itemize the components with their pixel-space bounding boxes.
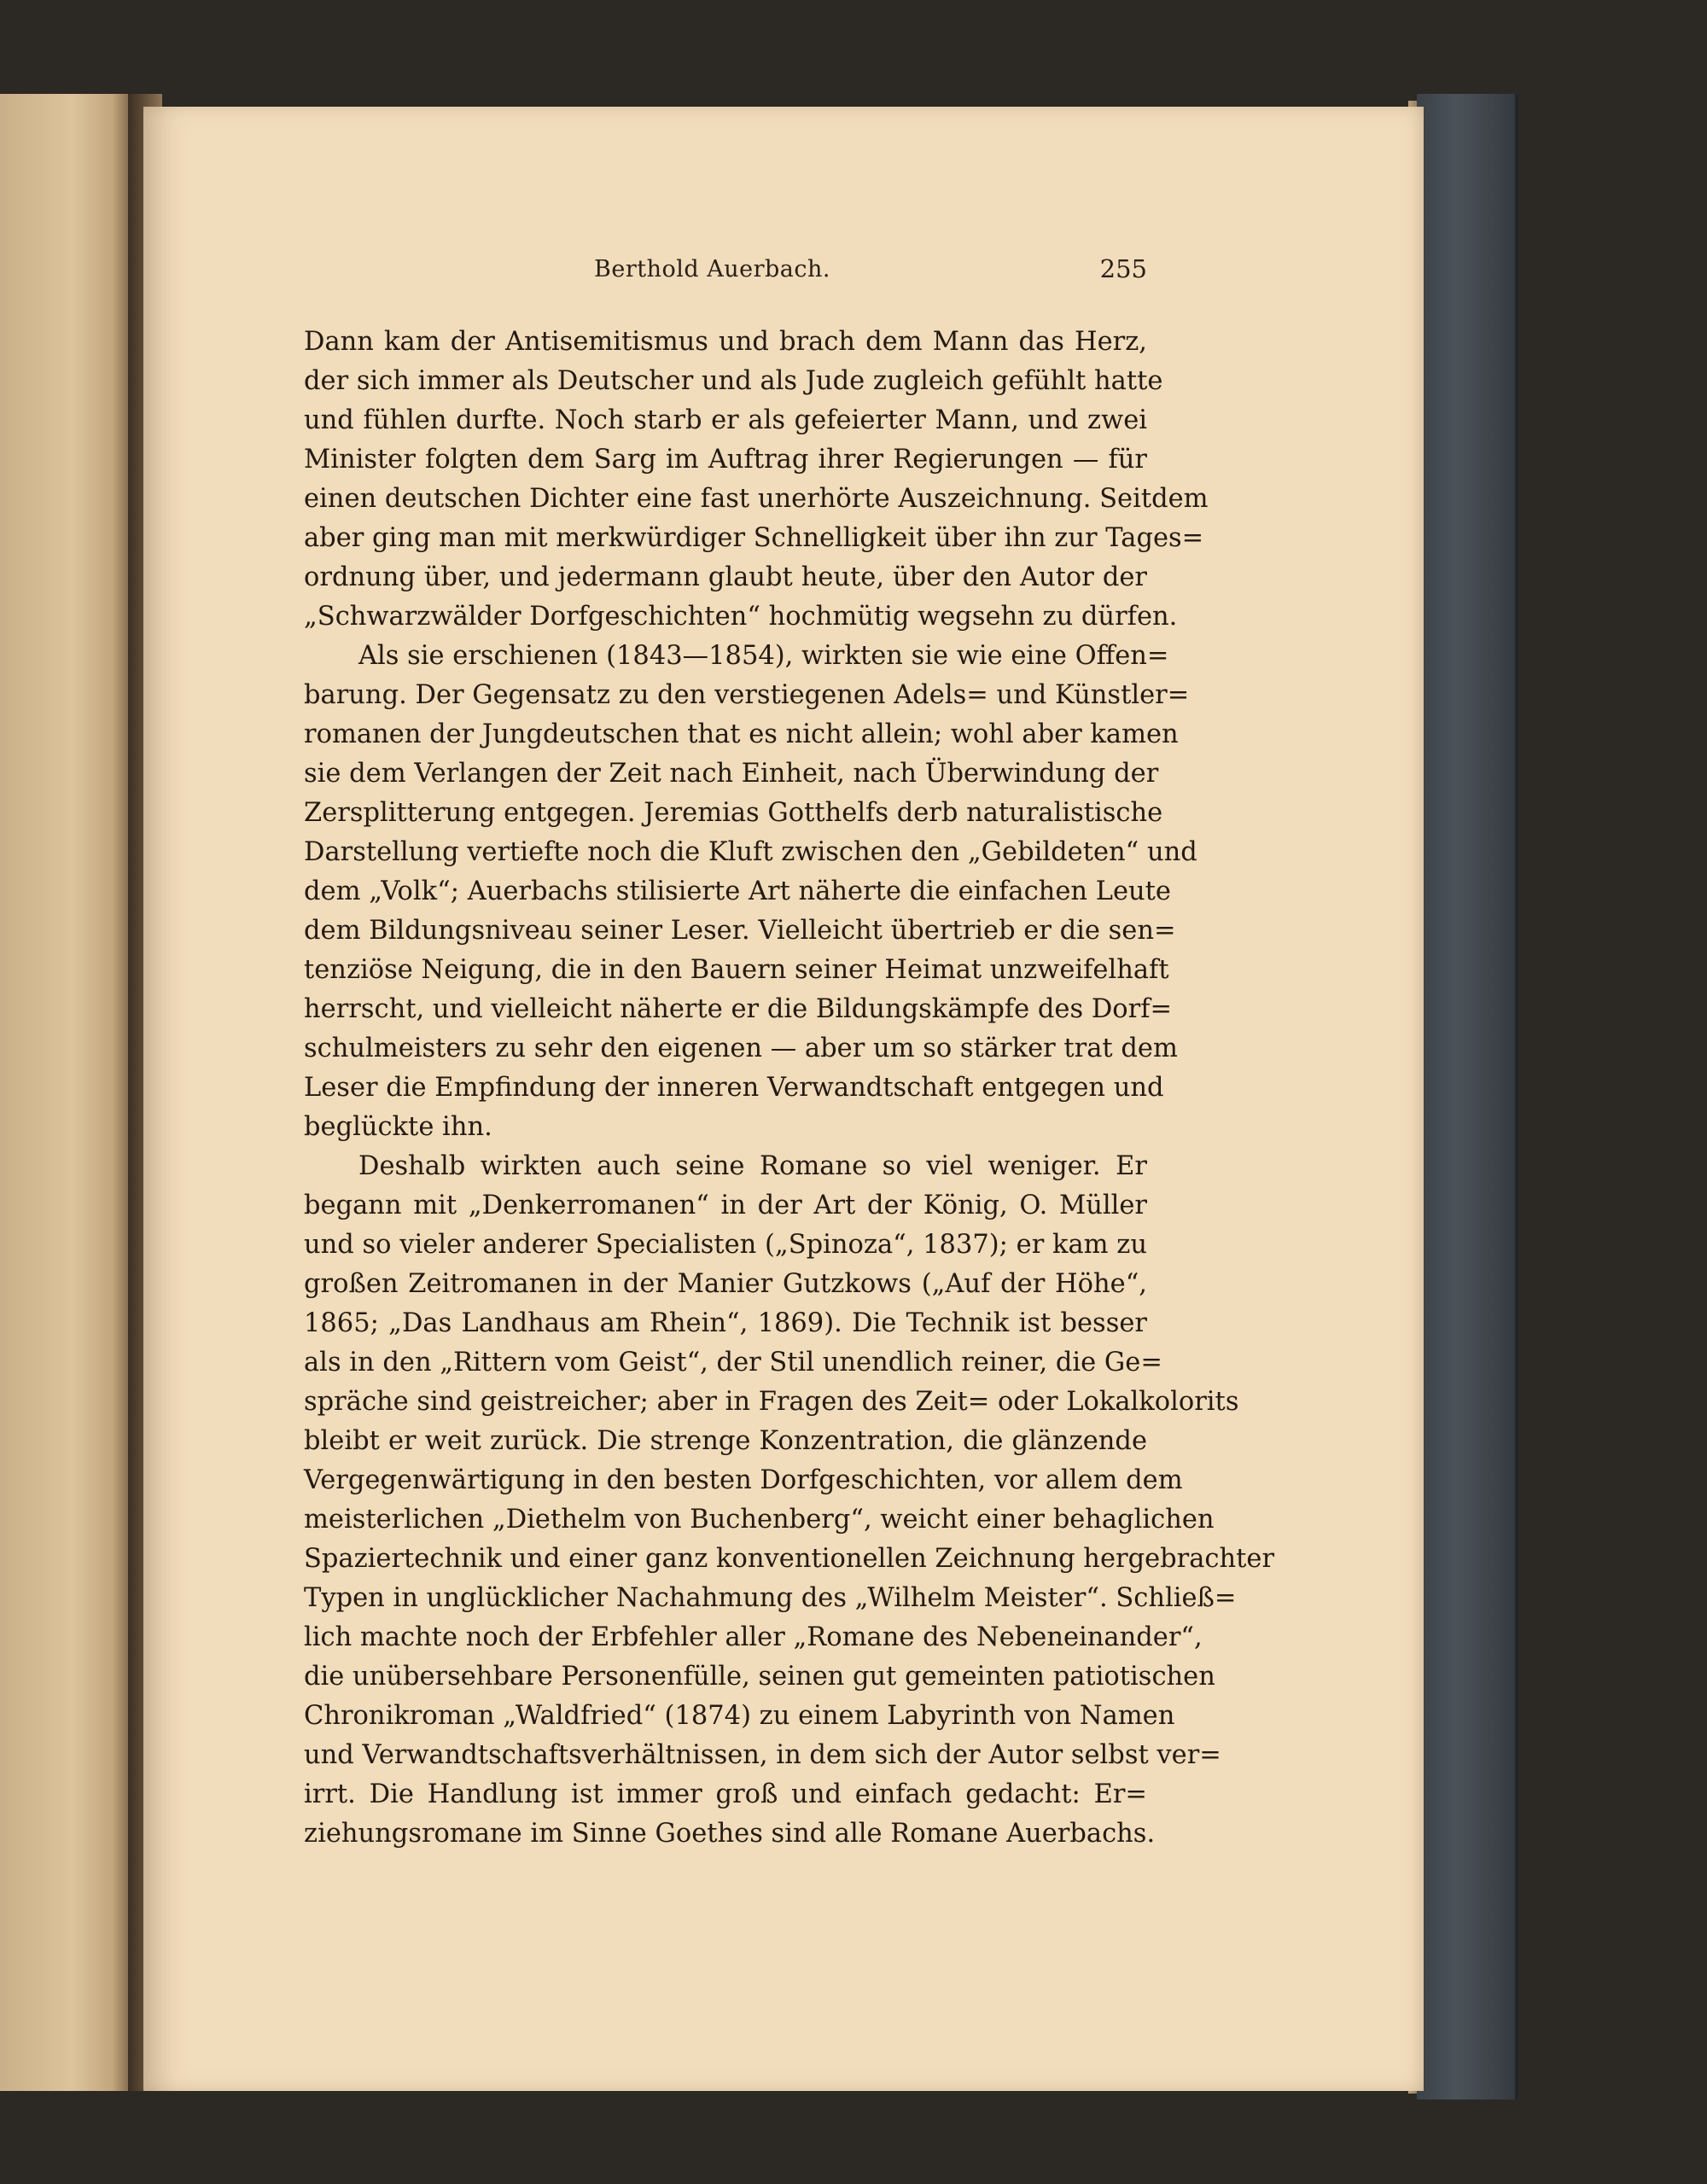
paragraph-start-line: Deshalb wirkten auch seine Romane so viel weniger. Er (358, 1151, 1147, 1181)
body-text (304, 323, 1275, 2012)
text-line: begann mit „Denkerromanen“ in der Art der König, O. Müller (304, 1191, 1147, 1220)
text-line: ziehungsromane im Sinne Goethes sind alle Romane Auerbachs. (304, 1819, 1156, 1849)
text-line: meisterlichen „Diethelm von Buchenberg“, weicht einer behaglichen (304, 1505, 1215, 1535)
text-line: tenziöse Neigung, die in den Bauern seiner Heimat unzweifelhaft (304, 955, 1169, 985)
book-cover-board (1417, 94, 1518, 2100)
text-line: Typen in unglücklicher Nachahmung des „Wilhelm Meister“. Schließ= (304, 1583, 1237, 1613)
text-line: einen deutschen Dichter eine fast unerhörte Auszeichnung. Seitdem (304, 484, 1209, 514)
text-line: und fühlen durfte. Noch starb er als gefeierter Mann, und zwei (304, 405, 1147, 435)
text-line: romanen der Jungdeutschen that es nicht allein; wohl aber kamen (304, 719, 1179, 749)
page-number: 255 (1099, 254, 1147, 283)
page-header (304, 256, 1147, 299)
text-line: bleibt er weit zurück. Die strenge Konzentration, die glänzende (304, 1426, 1147, 1456)
text-line: lich machte noch der Erbfehler aller „Romane des Nebeneinander“, (304, 1622, 1203, 1652)
text-line: Darstellung vertiefte noch die Kluft zwischen den „Gebildeten“ und (304, 837, 1197, 867)
text-line: 1865; „Das Landhaus am Rhein“, 1869). Die Technik ist besser (304, 1308, 1147, 1338)
text-line: als in den „Rittern vom Geist“, der Stil unendlich reiner, die Ge= (304, 1348, 1162, 1377)
text-line: aber ging man mit merkwürdiger Schnelligkeit über ihn zur Tages= (304, 523, 1204, 553)
text-line: schulmeisters zu sehr den eigenen — aber um so stärker trat dem (304, 1034, 1178, 1063)
text-line: ordnung über, und jedermann glaubt heute, über den Autor der (304, 562, 1147, 592)
text-line: dem „Volk“; Auerbachs stilisierte Art näherte die einfachen Leute (304, 877, 1171, 906)
text-line: herrscht, und vielleicht näherte er die Bildungskämpfe des Dorf= (304, 994, 1173, 1024)
text-line: sie dem Verlangen der Zeit nach Einheit, nach Überwindung der (304, 759, 1159, 789)
running-title: Berthold Auerbach. (594, 256, 830, 282)
text-line: und so vieler anderer Specialisten („Spinoza“, 1837); er kam zu (304, 1230, 1147, 1260)
text-line: Zersplitterung entgegen. Jeremias Gotthelfs derb naturalistische (304, 798, 1163, 828)
facing-page-edge (0, 94, 132, 2091)
text-line: dem Bildungsniveau seiner Leser. Vielleicht übertrieb er die sen= (304, 916, 1176, 946)
text-line: spräche sind geistreicher; aber in Fragen des Zeit= oder Lokalkolorits (304, 1387, 1239, 1417)
text-line: Chronikroman „Waldfried“ (1874) zu einem Labyrinth von Namen (304, 1701, 1175, 1731)
text-line: Dann kam der Antisemitismus und brach dem Mann das Herz, (304, 327, 1147, 357)
text-line: Minister folgten dem Sarg im Auftrag ihrer Regierungen — für (304, 445, 1147, 475)
text-line: barung. Der Gegensatz zu den verstiegenen Adels= und Künstler= (304, 680, 1190, 710)
text-line: irrt. Die Handlung ist immer groß und einfach gedacht: Er= (304, 1779, 1147, 1809)
text-line: Leser die Empfindung der inneren Verwandtschaft entgegen und (304, 1073, 1164, 1103)
text-line: Vergegenwärtigung in den besten Dorfgeschichten, vor allem dem (304, 1465, 1183, 1495)
text-line: „Schwarzwälder Dorfgeschichten“ hochmütig wegsehn zu dürfen. (304, 602, 1178, 632)
text-line: und Verwandtschaftsverhältnissen, in dem sich der Autor selbst ver= (304, 1740, 1221, 1770)
text-line: der sich immer als Deutscher und als Jude zugleich gefühlt hatte (304, 366, 1163, 396)
text-line: beglückte ihn. (304, 1112, 492, 1142)
text-line: großen Zeitromanen in der Manier Gutzkows („Auf der Höhe“, (304, 1269, 1147, 1299)
paragraph-start-line: Als sie erschienen (1843—1854), wirkten sie wie eine Offen= (358, 641, 1169, 671)
text-line: Spaziertechnik und einer ganz konventionellen Zeichnung hergebrachter (304, 1544, 1275, 1574)
text-line: die unübersehbare Personenfülle, seinen gut gemeinten patiotischen (304, 1662, 1215, 1692)
